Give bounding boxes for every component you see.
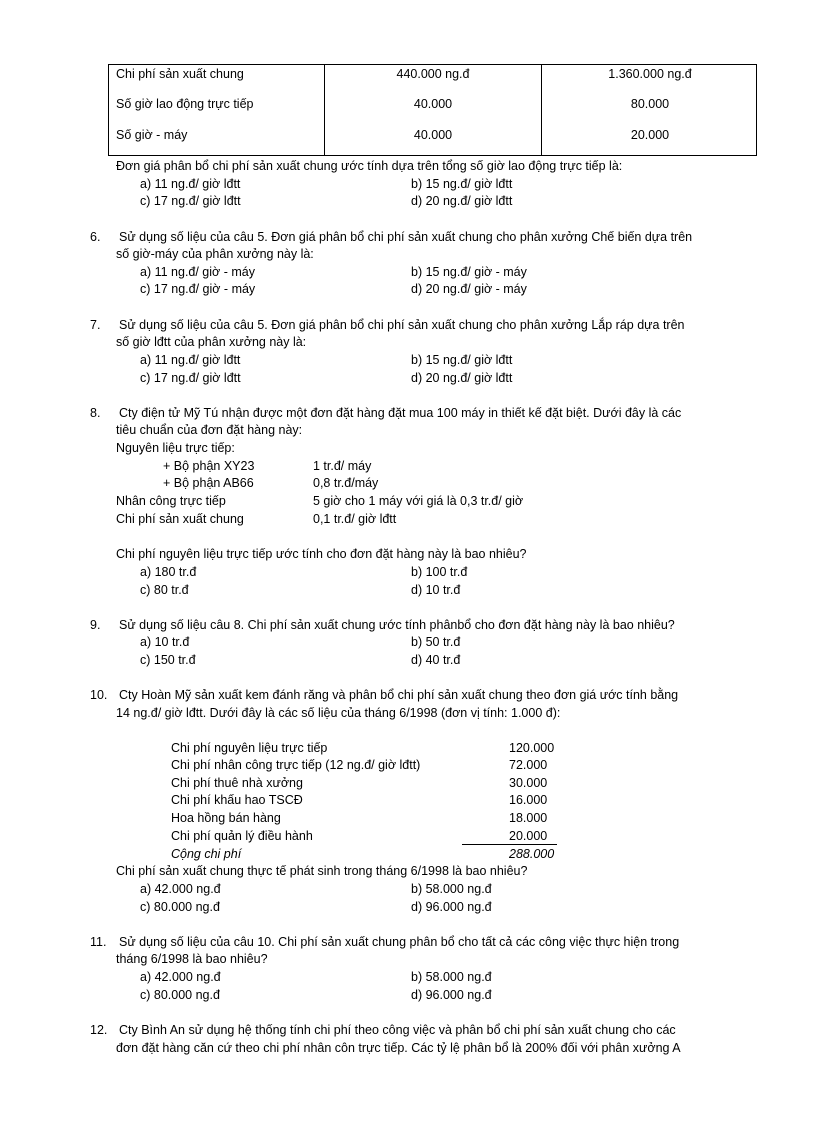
q11-option-d: d) 96.000 ng.đ: [411, 988, 492, 1002]
q10-option-c: c) 80.000 ng.đ: [140, 900, 220, 914]
q6-option-c: c) 17 ng.đ/ giờ - máy: [140, 282, 256, 296]
total-value: 288.000: [509, 847, 555, 861]
cost-value: 20.000: [509, 829, 548, 843]
q8-part1-value: 1 tr.đ/ máy: [313, 459, 372, 473]
overhead-data-table: [108, 64, 757, 156]
cost-label: Chi phí khấu hao TSCĐ: [171, 793, 303, 807]
q6-text: Sử dụng số liệu của câu 5. Đơn giá phân bổ chi phí sản xuất chung cho phân xưởng Chế biến dựa trên: [119, 230, 693, 244]
q9-option-d: d) 40 tr.đ: [411, 653, 461, 667]
q8-option-a: a) 180 tr.đ: [140, 565, 197, 579]
q5-option-c: c) 17 ng.đ/ giờ lđtt: [140, 194, 241, 208]
table-cell-label: Chi phí sản xuất chung: [116, 67, 244, 81]
q8-option-b: b) 100 tr.đ: [411, 565, 468, 579]
q9-option-a: a) 10 tr.đ: [140, 635, 190, 649]
q12-text: đơn đặt hàng căn cứ theo chi phí nhân côn trực tiếp. Các tỷ lệ phân bổ là 200% đối với phân xưởng A: [116, 1041, 681, 1055]
q8-question: Chi phí nguyên liệu trực tiếp ước tính cho đơn đặt hàng này là bao nhiêu?: [116, 547, 527, 561]
q11-number: 11.: [90, 935, 107, 949]
q10-number: 10.: [90, 688, 108, 702]
table-cell-value: 40.000: [413, 97, 453, 111]
q8-text: tiêu chuẩn của đơn đặt hàng này:: [116, 423, 303, 437]
q8-number: 8.: [90, 406, 101, 420]
cost-value: 18.000: [509, 811, 548, 825]
total-underline: [462, 844, 557, 845]
q10-text: 14 ng.đ/ giờ lđtt. Dưới đây là các số liệu của tháng 6/1998 (đơn vị tính: 1.000 đ):: [116, 706, 561, 720]
q8-labor-label: Nhân công trực tiếp: [116, 494, 226, 508]
q8-text: Cty điện tử Mỹ Tú nhận được một đơn đặt hàng đặt mua 100 máy in thiết kế đặt biệt. Dưới đây là các: [119, 406, 682, 420]
table-cell-label: Số giờ lao động trực tiếp: [116, 97, 254, 111]
q5-option-b: b) 15 ng.đ/ giờ lđtt: [411, 177, 513, 191]
q5-option-d: d) 20 ng.đ/ giờ lđtt: [411, 194, 513, 208]
q8-part2-label: + Bộ phận AB66: [163, 476, 254, 490]
q6-option-a: a) 11 ng.đ/ giờ - máy: [140, 265, 255, 279]
q8-option-d: d) 10 tr.đ: [411, 583, 461, 597]
q7-option-d: d) 20 ng.đ/ giờ lđtt: [411, 371, 513, 385]
q7-option-b: b) 15 ng.đ/ giờ lđtt: [411, 353, 513, 367]
table-cell-value: 1.360.000 ng.đ: [608, 67, 692, 81]
cost-label: Chi phí thuê nhà xưởng: [171, 776, 303, 790]
q8-overhead-label: Chi phí sản xuất chung: [116, 512, 244, 526]
q7-text: Sử dụng số liệu của câu 5. Đơn giá phân bổ chi phí sản xuất chung cho phân xưởng Lắp ráp dựa trên: [119, 318, 685, 332]
q6-text: số giờ-máy của phân xưởng này là:: [116, 247, 314, 261]
q8-part1-label: + Bộ phận XY23: [163, 459, 255, 473]
table-cell-value: 40.000: [413, 128, 453, 142]
cost-label: Chi phí nhân công trực tiếp (12 ng.đ/ giờ lđtt): [171, 758, 421, 772]
cost-label: Hoa hồng bán hàng: [171, 811, 281, 825]
q9-option-b: b) 50 tr.đ: [411, 635, 461, 649]
q8-part2-value: 0,8 tr.đ/máy: [313, 476, 379, 490]
total-label: Cộng chi phí: [171, 847, 242, 861]
q11-option-a: a) 42.000 ng.đ: [140, 970, 221, 984]
q10-option-d: d) 96.000 ng.đ: [411, 900, 492, 914]
table-cell-value: 20.000: [630, 128, 670, 142]
q9-number: 9.: [90, 618, 101, 632]
q7-option-a: a) 11 ng.đ/ giờ lđtt: [140, 353, 241, 367]
table-cell-value: 440.000 ng.đ: [396, 67, 470, 81]
q9-text: Sử dụng số liệu câu 8. Chi phí sản xuất chung ước tính phânbổ cho đơn đặt hàng này là bao nhiêu?: [119, 618, 675, 632]
q6-option-b: b) 15 ng.đ/ giờ - máy: [411, 265, 527, 279]
q11-text: tháng 6/1998 là bao nhiêu?: [116, 952, 268, 966]
q12-number: 12.: [90, 1023, 108, 1037]
q5-option-a: a) 11 ng.đ/ giờ lđtt: [140, 177, 241, 191]
table-cell-label: Số giờ - máy: [116, 128, 188, 142]
q8-option-c: c) 80 tr.đ: [140, 583, 189, 597]
q7-number: 7.: [90, 318, 101, 332]
cost-label: Chi phí quản lý điều hành: [171, 829, 313, 843]
q8-overhead-value: 0,1 tr.đ/ giờ lđtt: [313, 512, 397, 526]
cost-value: 72.000: [509, 758, 548, 772]
cost-label: Chi phí nguyên liệu trực tiếp: [171, 741, 328, 755]
q11-option-b: b) 58.000 ng.đ: [411, 970, 492, 984]
q8-labor-value: 5 giờ cho 1 máy với giá là 0,3 tr.đ/ giờ: [313, 494, 524, 508]
q10-question: Chi phí sản xuất chung thực tế phát sinh trong tháng 6/1998 là bao nhiêu?: [116, 864, 528, 878]
q5-text: Đơn giá phân bổ chi phí sản xuất chung ước tính dựa trên tổng số giờ lao động trực tiếp là:: [116, 159, 623, 173]
table-cell-value: 80.000: [630, 97, 670, 111]
q10-option-a: a) 42.000 ng.đ: [140, 882, 221, 896]
cost-value: 16.000: [509, 793, 548, 807]
q10-option-b: b) 58.000 ng.đ: [411, 882, 492, 896]
q11-option-c: c) 80.000 ng.đ: [140, 988, 220, 1002]
q7-text: số giờ lđtt của phân xưởng này là:: [116, 335, 307, 349]
q8-material-label: Nguyên liệu trực tiếp:: [116, 441, 235, 455]
q11-text: Sử dụng số liệu của câu 10. Chi phí sản xuất chung phân bổ cho tất cả các công việc thực hiện trong: [119, 935, 680, 949]
cost-value: 30.000: [509, 776, 548, 790]
q7-option-c: c) 17 ng.đ/ giờ lđtt: [140, 371, 241, 385]
q12-text: Cty Bình An sử dụng hệ thống tính chi phí theo công việc và phân bổ chi phí sản xuất chung cho các: [119, 1023, 676, 1037]
q10-text: Cty Hoàn Mỹ sản xuất kem đánh răng và phân bổ chi phí sản xuất chung theo đơn giá ước tính bằng: [119, 688, 679, 702]
q6-number: 6.: [90, 230, 101, 244]
q6-option-d: d) 20 ng.đ/ giờ - máy: [411, 282, 527, 296]
q9-option-c: c) 150 tr.đ: [140, 653, 196, 667]
cost-value: 120.000: [509, 741, 555, 755]
